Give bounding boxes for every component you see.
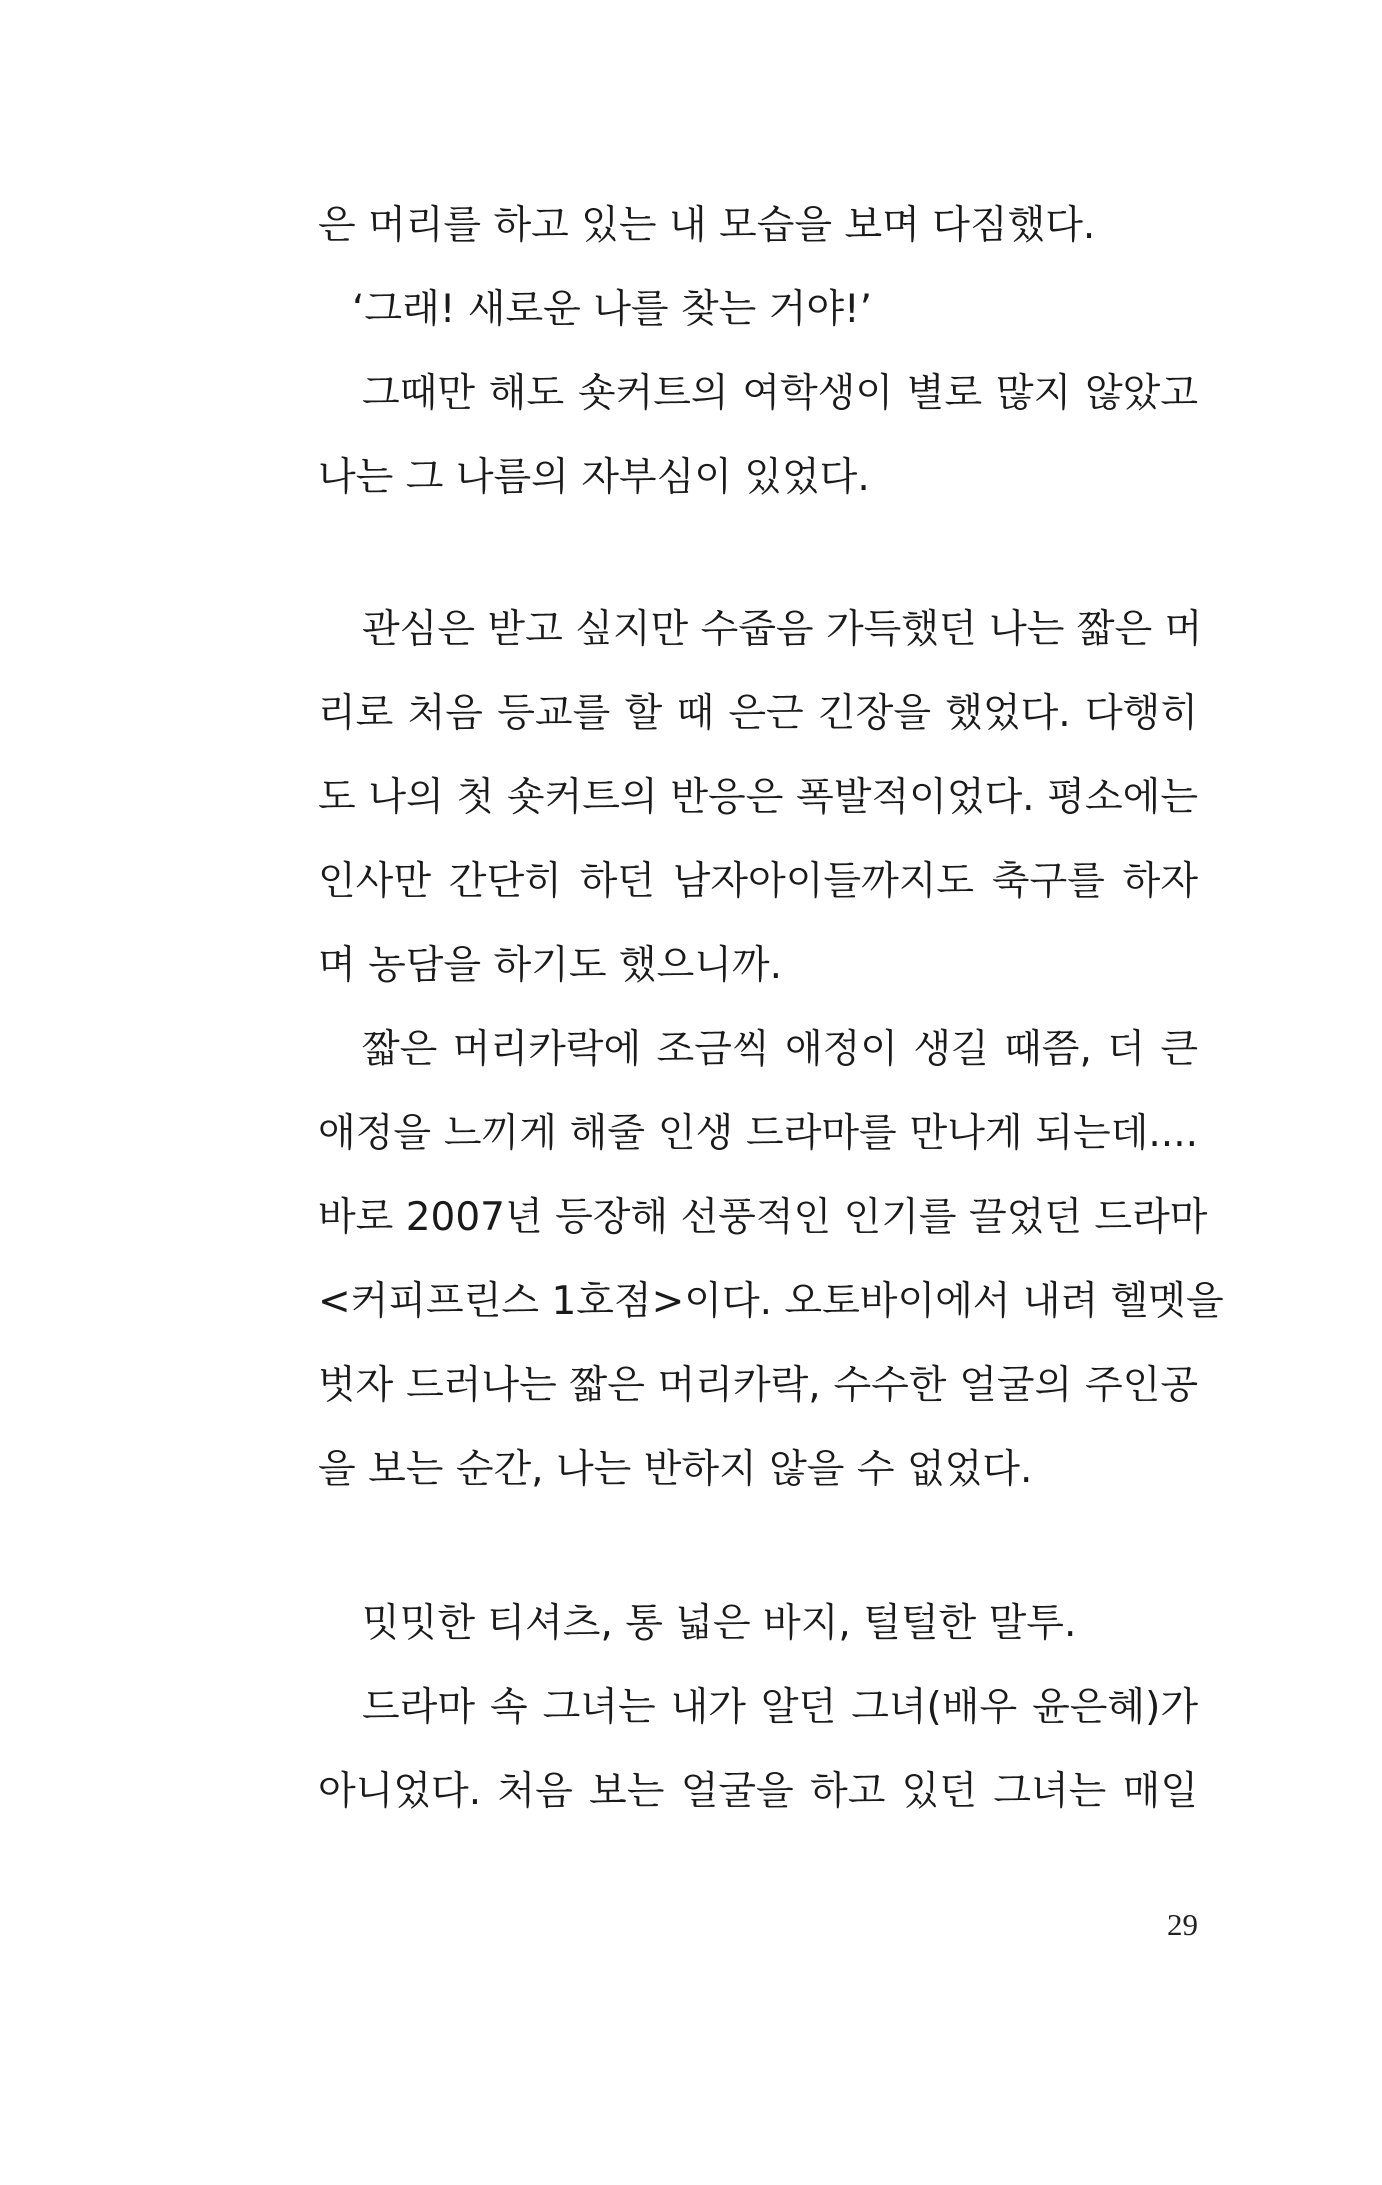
text-line: 도 나의 첫 숏커트의 반응은 폭발적이었다. 평소에는	[318, 775, 1198, 820]
text-line: <커피프린스 1호점>이다. 오토바이에서 내려 헬멧을	[318, 1279, 1224, 1324]
text-line: 그때만 해도 숏커트의 여학생이 별로 많지 않았고	[362, 371, 1198, 416]
text-line: ‘그래! 새로운 나를 찾는 거야!’	[352, 287, 873, 332]
text-line: 은 머리를 하고 있는 내 모습을 보며 다짐했다.	[318, 203, 1096, 248]
text-line: 리로 처음 등교를 할 때 은근 긴장을 했었다. 다행히	[318, 691, 1198, 736]
text-line: 드라마 속 그녀는 내가 알던 그녀(배우 윤은혜)가	[362, 1685, 1198, 1730]
text-line: 인사만 간단히 하던 남자아이들까지도 축구를 하자	[318, 859, 1198, 904]
text-line: 관심은 받고 싶지만 수줍음 가득했던 나는 짧은 머	[362, 607, 1203, 652]
text-line: 밋밋한 티셔츠, 통 넓은 바지, 털털한 말투.	[362, 1601, 1077, 1646]
text-line: 아니었다. 처음 보는 얼굴을 하고 있던 그녀는 매일	[318, 1769, 1198, 1814]
text-line: 나는 그 나름의 자부심이 있었다.	[318, 455, 870, 500]
text-line: 벗자 드러나는 짧은 머리카락, 수수한 얼굴의 주인공	[318, 1363, 1198, 1408]
text-line: 짧은 머리카락에 조금씩 애정이 생길 때쯤, 더 큰	[362, 1027, 1198, 1072]
text-line: 을 보는 순간, 나는 반하지 않을 수 없었다.	[318, 1447, 1033, 1492]
text-line: 며 농담을 하기도 했으니까.	[318, 943, 783, 988]
text-line: 애정을 느끼게 해줄 인생 드라마를 만나게 되는데....	[318, 1111, 1198, 1156]
page-number: 29	[1167, 1907, 1198, 1942]
text-line: 바로 2007년 등장해 선풍적인 인기를 끌었던 드라마	[318, 1195, 1208, 1240]
